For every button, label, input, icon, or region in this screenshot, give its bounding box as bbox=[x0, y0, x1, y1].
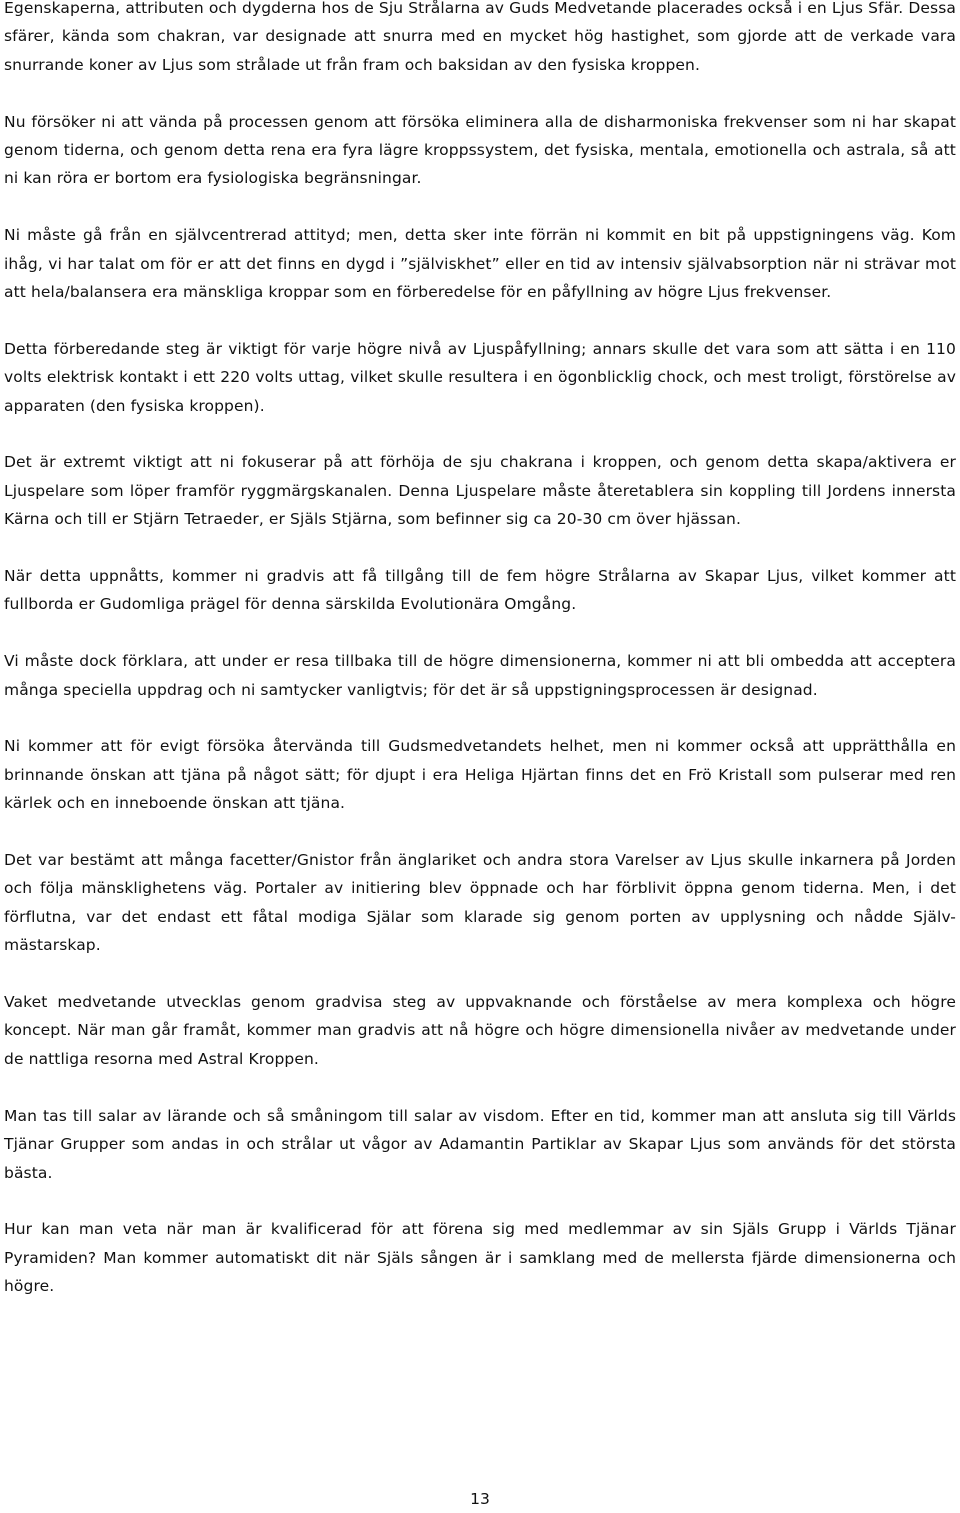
page-number: 13 bbox=[470, 1490, 490, 1508]
paragraph-5: Det är extremt viktigt att ni fokuserar på att förhöja de sju chakrana i kroppen, och genom detta skapa/aktivera er Ljuspelare som löper framför ryggmärgskanalen. Denna Ljuspelare måste återetablera sin koppling till Jordens innersta Kärna och till er Stjärn Tetraeder, er Själs Stjärna, som befinner sig ca 20-30 cm över hjässan. bbox=[4, 453, 956, 529]
paragraph-3: Ni måste gå från en självcentrerad attityd; men, detta sker inte förrän ni kommit en bit på uppstigningens väg. Kom ihåg, vi har talat om för er att det finns en dygd i ”själviskhet” eller en tid av intensiv självabsorption när ni strävar mot att hela/balansera era mänskliga kroppar som en förberedelse för en påfyllning av högre Ljus frekvenser. bbox=[4, 226, 956, 302]
paragraph-12: Hur kan man veta när man är kvalificerad för att förena sig med medlemmar av sin Själs Grupp i Världs Tjänar Pyramiden? Man kommer automatiskt dit när Själs sången är i samklang med de mellersta fjärde dimensionerna och högre. bbox=[4, 1220, 956, 1296]
paragraph-11: Man tas till salar av lärande och så småningom till salar av visdom. Efter en tid, kommer man att ansluta sig till Världs Tjänar Grupper som andas in och strålar ut vågor av Adamantin Partiklar av Skapar Ljus som används för det största bästa. bbox=[4, 1106, 956, 1182]
paragraph-4: Detta förberedande steg är viktigt för varje högre nivå av Ljuspåfyllning; annars skulle det vara som att sätta i en 110 volts elektrisk kontakt i ett 220 volts uttag, vilket skulle resultera i en ögonblicklig chock, och mest troligt, förstörelse av apparaten (den fysiska kroppen). bbox=[4, 339, 956, 415]
paragraph-10: Vaket medvetande utvecklas genom gradvisa steg av uppvaknande och förståelse av mera komplexa och högre koncept. När man går framåt, kommer man gradvis att nå högre och högre dimensionella nivåer av medvetande under de nattliga resorna med Astral Kroppen. bbox=[4, 993, 956, 1068]
paragraph-7: Vi måste dock förklara, att under er resa tillbaka till de högre dimensionerna, kommer ni att bli ombedda att acceptera många speciella uppdrag och ni samtycker vanligtvis; för det är så uppstigningsprocessen är designad. bbox=[4, 652, 956, 699]
paragraph-1: Egenskaperna, attributen och dygderna hos de Sju Strålarna av Guds Medvetande placerades också i en Ljus Sfär. Dessa sfärer, kända som chakran, var designade att snurra med en mycket hög hastighet, som gjorde att de verkade vara snurrande koner av Ljus som strålade ut från fram och baksidan av den fysiska kroppen. bbox=[4, 0, 956, 74]
paragraph-8: Ni kommer att för evigt försöka återvända till Gudsmedvetandets helhet, men ni kommer också att upprätthålla en brinnande önskan att tjäna på något sätt; för djupt i era Heliga Hjärtan finns det en Frö Kristall som pulserar med ren kärlek och en inneboende önskan att tjäna. bbox=[4, 737, 956, 813]
body-text bbox=[4, 0, 956, 1329]
paragraph-9: Det var bestämt att många facetter/Gnistor från änglariket och andra stora Varelser av Ljus skulle inkarnera på Jorden och följa mänsklighetens väg. Portaler av initiering blev öppnade och har förblivit öppna genom tiderna. Men, i det förflutna, var det endast ett fåtal modiga Själar som klarade sig genom porten av upplysning och nådde Själv-mästarskap. bbox=[4, 851, 956, 955]
paragraph-2: Nu försöker ni att vända på processen genom att försöka eliminera alla de disharmoniska frekvenser som ni har skapat genom tiderna, och genom detta rena era fyra lägre kroppssystem, det fysiska, mentala, emotionella och astrala, så att ni kan röra er bortom era fysiologiska begränsningar. bbox=[4, 112, 956, 188]
paragraph-6: När detta uppnåtts, kommer ni gradvis att få tillgång till de fem högre Strålarna av Skapar Ljus, vilket kommer att fullborda er Gudomliga prägel för denna särskilda Evolutionära Omgång. bbox=[4, 567, 956, 614]
